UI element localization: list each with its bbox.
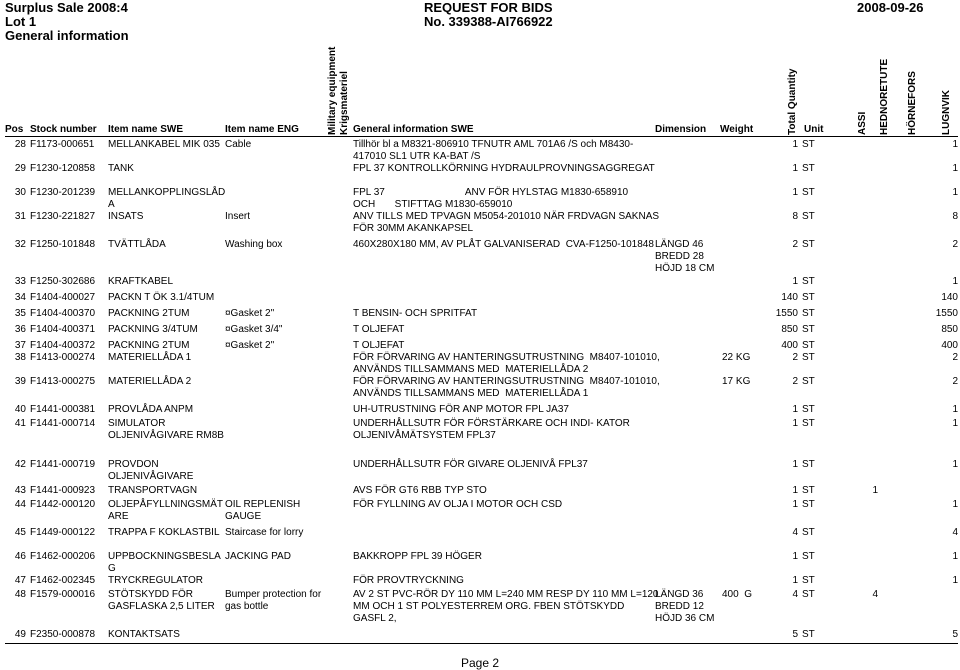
cell-unit: ST bbox=[802, 187, 815, 198]
cell-stock: F1230-201239 bbox=[30, 187, 96, 198]
table-bottom-divider bbox=[5, 643, 958, 644]
cell-eng: JACKING PAD bbox=[225, 551, 291, 562]
cell-unit: ST bbox=[802, 139, 815, 150]
cell-unit: ST bbox=[802, 163, 815, 174]
cell-lug: 2 bbox=[952, 352, 958, 363]
cell-eng: ¤Gasket 2" bbox=[225, 340, 275, 351]
cell-gen: T OLJEFAT bbox=[353, 324, 405, 335]
cell-unit: ST bbox=[802, 404, 815, 415]
cell-unit: ST bbox=[802, 499, 815, 510]
cell-qty: 4 bbox=[792, 527, 798, 538]
cell-pos: 29 bbox=[14, 163, 26, 174]
cell-gen: FÖR FYLLNING AV OLJA I MOTOR OCH CSD bbox=[353, 499, 563, 510]
cell-pos: 46 bbox=[14, 551, 26, 562]
cell-unit: ST bbox=[802, 376, 815, 387]
cell-pos: 28 bbox=[14, 139, 26, 150]
cell-swe: PACKNING 2TUM bbox=[108, 308, 190, 319]
cell-pos: 32 bbox=[14, 239, 26, 250]
cell-gen: AV 2 ST PVC-RÖR DY 110 MM L=240 MM RESP DY 110 MM L=120 MM OCH 1 ST POLYESTERREM ORG. FBEN STÖTSKYDD GASFL 2, bbox=[353, 589, 659, 624]
cell-qty: 1 bbox=[792, 499, 798, 510]
cell-swe: TRAPPA F KOKLASTBIL bbox=[108, 527, 220, 538]
company-name: Surplus Sale 2008:4 bbox=[5, 0, 128, 15]
cell-lug: 1 bbox=[952, 418, 958, 429]
cell-lug: 1 bbox=[952, 404, 958, 415]
cell-pos: 44 bbox=[14, 499, 26, 510]
cell-gen: T BENSIN- OCH SPRITFAT bbox=[353, 308, 478, 319]
cell-lug: 1 bbox=[952, 551, 958, 562]
cell-pos: 34 bbox=[14, 292, 26, 303]
page-number: Page 2 bbox=[460, 656, 500, 670]
section-label: General information bbox=[5, 28, 129, 43]
cell-lug: 1 bbox=[952, 499, 958, 510]
cell-qty: 1 bbox=[792, 418, 798, 429]
cell-unit: ST bbox=[802, 485, 815, 496]
cell-unit: ST bbox=[802, 589, 815, 600]
cell-eng: Staircase for lorry bbox=[225, 527, 304, 538]
cell-swe: PACKN T ÖK 3.1/4TUM bbox=[108, 292, 215, 303]
cell-swe: TVÄTTLÅDA bbox=[108, 239, 166, 250]
cell-weight: 17 KG bbox=[722, 376, 751, 387]
cell-unit: ST bbox=[802, 292, 815, 303]
cell-pos: 33 bbox=[14, 276, 26, 287]
cell-lug: 2 bbox=[952, 376, 958, 387]
cell-lug: 1 bbox=[952, 139, 958, 150]
cell-swe: TRANSPORTVAGN bbox=[108, 485, 198, 496]
item-name-swe-header: Item name SWE bbox=[108, 124, 184, 135]
cell-pos: 37 bbox=[14, 340, 26, 351]
cell-qty: 2 bbox=[792, 376, 798, 387]
cell-lug: 1 bbox=[952, 276, 958, 287]
cell-swe: MELLANKOPPLINGSLÅD A bbox=[108, 187, 226, 210]
cell-gen: FÖR FÖRVARING AV HANTERINGSUTRUSTNING M8407-101010, ANVÄNDS TILLSAMMANS MED MATERIELLÅDA 2 bbox=[353, 352, 660, 375]
cell-unit: ST bbox=[802, 575, 815, 586]
cell-unit: ST bbox=[802, 629, 815, 640]
cell-eng: Washing box bbox=[225, 239, 283, 250]
general-information-header: General information SWE bbox=[353, 124, 474, 135]
header-divider bbox=[5, 136, 958, 137]
cell-qty: 1 bbox=[792, 163, 798, 174]
cell-unit: ST bbox=[802, 527, 815, 538]
lugnvik-header: LUGNVIK bbox=[941, 90, 952, 135]
cell-lug: 400 bbox=[941, 340, 958, 351]
cell-pos: 49 bbox=[14, 629, 26, 640]
cell-qty: 8 bbox=[792, 211, 798, 222]
lot-label: Lot 1 bbox=[5, 14, 37, 29]
cell-lug: 2 bbox=[952, 239, 958, 250]
cell-qty: 400 bbox=[781, 340, 798, 351]
cell-stock: F1441-000719 bbox=[30, 459, 96, 470]
cell-lug: 4 bbox=[952, 527, 958, 538]
cell-eng: Insert bbox=[225, 211, 251, 222]
cell-unit: ST bbox=[802, 352, 815, 363]
cell-dim: LÄNGD 36 BREDD 12 HÖJD 36 CM bbox=[655, 589, 715, 624]
cell-eng: OIL REPLENISH GAUGE bbox=[225, 499, 301, 522]
cell-stock: F1250-101848 bbox=[30, 239, 96, 250]
cell-qty: 1 bbox=[792, 551, 798, 562]
cell-swe: KRAFTKABEL bbox=[108, 276, 174, 287]
cell-qty: 1 bbox=[792, 404, 798, 415]
cell-unit: ST bbox=[802, 211, 815, 222]
cell-stock: F1462-002345 bbox=[30, 575, 96, 586]
cell-stock: F1173-000651 bbox=[30, 139, 95, 150]
unit-header: Unit bbox=[804, 124, 824, 135]
cell-lug: 1 bbox=[952, 459, 958, 470]
cell-eng: Bumper protection for gas bottle bbox=[225, 589, 322, 612]
cell-qty: 1 bbox=[792, 139, 798, 150]
document-date: 2008-09-26 bbox=[857, 0, 924, 15]
cell-stock: F2350-000878 bbox=[30, 629, 96, 640]
cell-gen: UNDERHÅLLSUTR FÖR FÖRSTÄRKARE OCH INDI- KATOR OLJENIVÅMÄTSYSTEM FPL37 bbox=[353, 418, 630, 441]
cell-qty: 4 bbox=[792, 589, 798, 600]
cell-stock: F1441-000381 bbox=[30, 404, 96, 415]
cell-pos: 36 bbox=[14, 324, 26, 335]
hornefors-header: HÖRNEFORS bbox=[907, 71, 918, 135]
cell-qty: 1 bbox=[792, 485, 798, 496]
cell-swe: MATERIELLÅDA 1 bbox=[108, 352, 192, 363]
cell-gen: Tillhör bl a M8321-806910 TFNUTR AML 701A6 /S och M8430- 417010 SL1 UTR KA-BAT /S bbox=[353, 139, 634, 162]
cell-lug: 1 bbox=[952, 187, 958, 198]
cell-stock: F1449-000122 bbox=[30, 527, 96, 538]
pos-header: Pos bbox=[5, 124, 24, 135]
cell-stock: F1250-302686 bbox=[30, 276, 96, 287]
cell-gen: FÖR FÖRVARING AV HANTERINGSUTRUSTNING M8407-101010, ANVÄNDS TILLSAMMANS MED MATERIELLÅDA 1 bbox=[353, 376, 660, 399]
cell-unit: ST bbox=[802, 551, 815, 562]
cell-stock: F1413-000274 bbox=[30, 352, 96, 363]
assi-header: ASSI bbox=[857, 111, 868, 135]
cell-qty: 1 bbox=[792, 276, 798, 287]
cell-pos: 41 bbox=[14, 418, 26, 429]
cell-swe: INSATS bbox=[108, 211, 144, 222]
cell-qty: 1550 bbox=[775, 308, 798, 319]
cell-unit: ST bbox=[802, 324, 815, 335]
cell-swe: TANK bbox=[108, 163, 134, 174]
cell-gen: FPL 37 KONTROLLKÖRNING HYDRAULPROVNINGSAGGREGAT bbox=[353, 163, 655, 174]
cell-weight: 400 G bbox=[722, 589, 753, 600]
cell-weight: 22 KG bbox=[722, 352, 751, 363]
cell-lug: 1550 bbox=[935, 308, 958, 319]
cell-pos: 43 bbox=[14, 485, 26, 496]
cell-dim: LÄNGD 46 BREDD 28 HÖJD 18 CM bbox=[655, 239, 715, 274]
cell-swe: PACKNING 2TUM bbox=[108, 340, 190, 351]
cell-pos: 31 bbox=[14, 211, 26, 222]
cell-gen: ANV TILLS MED TPVAGN M5054-201010 NÄR FRDVAGN SAKNAS FÖR 30MM AKANKAPSEL bbox=[353, 211, 660, 234]
cell-swe: TRYCKREGULATOR bbox=[108, 575, 204, 586]
cell-swe: KONTAKTSATS bbox=[108, 629, 180, 640]
hednoretute-header: HEDNORETUTE bbox=[879, 58, 890, 135]
weight-header: Weight bbox=[720, 124, 754, 135]
cell-swe: OLJEPÅFYLLNINGSMÄT ARE bbox=[108, 499, 224, 522]
military-equipment-header: Military equipment bbox=[327, 46, 338, 135]
cell-qty: 1 bbox=[792, 459, 798, 470]
cell-unit: ST bbox=[802, 239, 815, 250]
total-quantity-header: Total Quantity bbox=[787, 68, 798, 135]
cell-pos: 47 bbox=[14, 575, 26, 586]
cell-unit: ST bbox=[802, 418, 815, 429]
cell-unit: ST bbox=[802, 276, 815, 287]
document-number: No. 339388-AI766922 bbox=[424, 14, 553, 29]
cell-stock: F1404-400370 bbox=[30, 308, 96, 319]
cell-swe: SIMULATOR OLJENIVÅGIVARE RM8B bbox=[108, 418, 224, 441]
cell-stock: F1230-221827 bbox=[30, 211, 96, 222]
cell-stock: F1404-400027 bbox=[30, 292, 96, 303]
cell-swe: PROVDON OLJENIVÅGIVARE bbox=[108, 459, 194, 482]
cell-gen: BAKKROPP FPL 39 HÖGER bbox=[353, 551, 482, 562]
cell-stock: F1462-000206 bbox=[30, 551, 96, 562]
cell-swe: MELLANKABEL MIK 035 bbox=[108, 139, 220, 150]
cell-gen: UNDERHÅLLSUTR FÖR GIVARE OLJENIVÅ FPL37 bbox=[353, 459, 588, 470]
cell-pos: 45 bbox=[14, 527, 26, 538]
cell-unit: ST bbox=[802, 308, 815, 319]
cell-swe: STÖTSKYDD FÖR GASFLASKA 2,5 LITER bbox=[108, 589, 215, 612]
cell-qty: 1 bbox=[792, 575, 798, 586]
cell-swe: PROVLÅDA ANPM bbox=[108, 404, 194, 415]
cell-stock: F1230-120858 bbox=[30, 163, 96, 174]
cell-qty: 5 bbox=[792, 629, 798, 640]
stock-number-header: Stock number bbox=[30, 124, 97, 135]
cell-swe: UPPBOCKNINGSBESLA G bbox=[108, 551, 221, 574]
cell-swe: MATERIELLÅDA 2 bbox=[108, 376, 192, 387]
cell-gen: UH-UTRUSTNING FÖR ANP MOTOR FPL JA37 bbox=[353, 404, 569, 415]
cell-stock: F1441-000714 bbox=[30, 418, 96, 429]
cell-lug: 1 bbox=[952, 163, 958, 174]
cell-stock: F1441-000923 bbox=[30, 485, 96, 496]
cell-lug: 850 bbox=[941, 324, 958, 335]
cell-gen: FPL 37 ANV FÖR HYLSTAG M1830-658910 OCH STIFTTAG M1830-659010 bbox=[353, 187, 629, 210]
cell-lug: 1 bbox=[952, 575, 958, 586]
cell-pos: 48 bbox=[14, 589, 26, 600]
cell-stock: F1413-000275 bbox=[30, 376, 96, 387]
cell-gen: 460X280X180 MM, AV PLÅT GALVANISERAD CVA-F1250-101848 bbox=[353, 239, 654, 250]
item-name-eng-header: Item name ENG bbox=[225, 124, 299, 135]
cell-eng: ¤Gasket 3/4" bbox=[225, 324, 283, 335]
cell-gen: AVS FÖR GT6 RBB TYP STO bbox=[353, 485, 487, 496]
cell-pos: 42 bbox=[14, 459, 26, 470]
cell-stock: F1404-400372 bbox=[30, 340, 96, 351]
cell-assi: 4 bbox=[872, 589, 878, 600]
cell-stock: F1579-000016 bbox=[30, 589, 96, 600]
cell-unit: ST bbox=[802, 340, 815, 351]
cell-assi: 1 bbox=[872, 485, 878, 496]
cell-stock: F1442-000120 bbox=[30, 499, 96, 510]
cell-stock: F1404-400371 bbox=[30, 324, 96, 335]
cell-qty: 2 bbox=[792, 352, 798, 363]
cell-pos: 30 bbox=[14, 187, 26, 198]
cell-pos: 39 bbox=[14, 376, 26, 387]
cell-qty: 1 bbox=[792, 187, 798, 198]
cell-pos: 35 bbox=[14, 308, 26, 319]
cell-gen: T OLJEFAT bbox=[353, 340, 405, 351]
cell-gen: FÖR PROVTRYCKNING bbox=[353, 575, 464, 586]
dimension-header: Dimension bbox=[655, 124, 707, 135]
krigsmateriel-header: Krigsmateriel bbox=[339, 71, 350, 135]
cell-qty: 140 bbox=[781, 292, 798, 303]
cell-lug: 5 bbox=[952, 629, 958, 640]
cell-qty: 2 bbox=[792, 239, 798, 250]
cell-eng: ¤Gasket 2" bbox=[225, 308, 275, 319]
document-title: REQUEST FOR BIDS bbox=[424, 0, 553, 15]
cell-qty: 850 bbox=[781, 324, 798, 335]
cell-unit: ST bbox=[802, 459, 815, 470]
cell-lug: 8 bbox=[952, 211, 958, 222]
cell-eng: Cable bbox=[225, 139, 252, 150]
cell-swe: PACKNING 3/4TUM bbox=[108, 324, 198, 335]
cell-pos: 40 bbox=[14, 404, 26, 415]
cell-pos: 38 bbox=[14, 352, 26, 363]
cell-lug: 140 bbox=[941, 292, 958, 303]
